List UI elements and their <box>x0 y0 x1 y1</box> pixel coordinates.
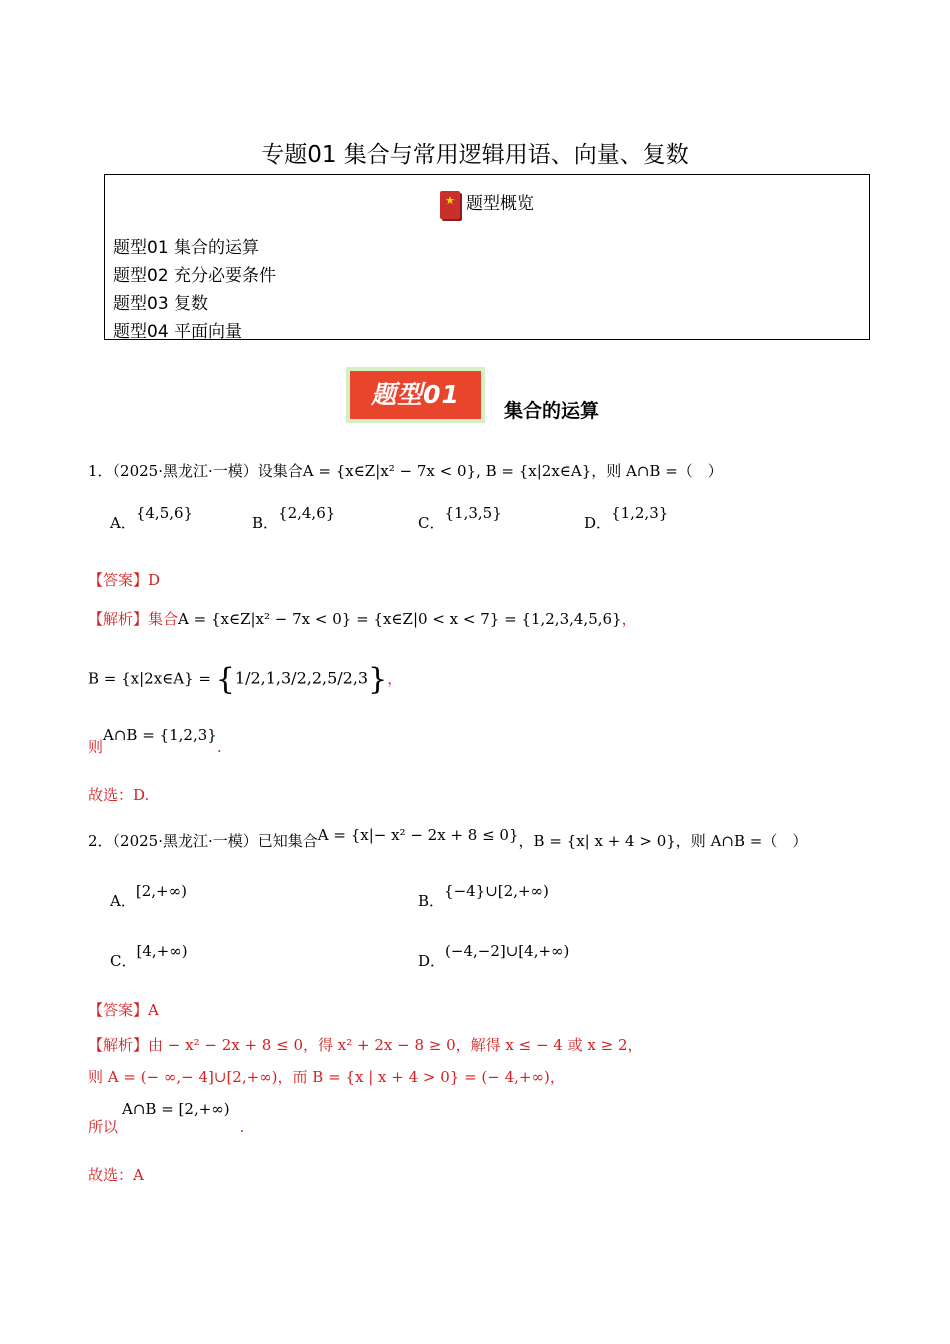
overview-item-4: 题型04 平面向量 <box>113 322 243 342</box>
overview-box <box>104 174 870 340</box>
overview-heading <box>105 189 869 219</box>
option-value: {4,5,6} <box>135 504 194 522</box>
analysis-label: 【解析】 <box>88 1036 149 1054</box>
question-2-stem <box>88 826 808 851</box>
option-value: {−4}∪[2,+∞) <box>444 882 549 900</box>
option-value: (−4,−2]∪[4,+∞) <box>445 942 570 960</box>
then-word: 则 <box>88 738 104 756</box>
option-label: A． <box>110 514 136 532</box>
separator: ， <box>518 832 534 850</box>
section-title: 集合的运算 <box>504 400 600 422</box>
analysis-formula-3: A∩B = [2,+∞) <box>122 1100 230 1118</box>
q1-analysis-line-2 <box>88 662 402 697</box>
option-label: A． <box>110 892 136 910</box>
q2-set-b: B = {x| x + 4 > 0} <box>533 832 676 850</box>
comma: ， <box>621 610 637 628</box>
q1-option-a[interactable] <box>110 504 194 533</box>
overview-heading-text: 题型概览 <box>466 194 534 214</box>
q2-set-a: A = {x|− x² − 2x + 8 ≤ 0} <box>317 826 519 844</box>
right-brace: } <box>368 662 388 697</box>
option-label: B． <box>418 892 445 910</box>
q1-ask: ，则 A∩B =（ ） <box>591 462 723 480</box>
q1-option-b[interactable] <box>252 504 336 533</box>
option-label: D． <box>584 514 612 532</box>
analysis-formula-2-left: B = {x|2x∈A} = <box>88 669 212 688</box>
answer-label: 【答案】 <box>88 571 149 589</box>
answer-value: D <box>148 571 161 589</box>
q2-prefix: 2．（2025·黑龙江·一模）已知集合 <box>88 832 318 850</box>
answer-label: 【答案】 <box>88 1001 149 1019</box>
q1-conclusion: 故选：D. <box>88 786 150 804</box>
q1-set-b: , B = {x|2x∈A} <box>476 462 592 480</box>
option-value: [2,+∞) <box>135 882 187 900</box>
analysis-formula-1: A = {x∈Z|x² − 7x < 0} = {x∈Z|0 < x < 7} = {1,2,3,4,5,6} <box>178 610 622 628</box>
q2-option-d[interactable] <box>418 942 570 971</box>
left-brace: { <box>215 662 235 697</box>
option-value: {1,3,5} <box>444 504 502 522</box>
overview-item-3: 题型03 复数 <box>113 294 209 314</box>
q1-answer <box>88 569 160 590</box>
overview-item-1: 题型01 集合的运算 <box>113 238 260 258</box>
section-badge-text: 题型01 <box>350 371 481 419</box>
q2-option-b[interactable] <box>418 882 549 911</box>
q2-analysis-line-3 <box>88 1098 245 1136</box>
comma: ， <box>387 669 403 688</box>
q2-answer <box>88 999 159 1020</box>
option-value: [4,+∞) <box>136 942 188 960</box>
q2-option-c[interactable] <box>110 942 188 971</box>
option-label: C． <box>418 514 445 532</box>
analysis-formula-1: 由 − x² − 2x + 8 ≤ 0，得 x² + 2x − 8 ≥ 0，解得 x ≤ − 4 或 x ≥ 2， <box>148 1036 643 1054</box>
page-title: 专题01 集合与常用逻辑用语、向量、复数 <box>261 142 689 168</box>
so-word: 所以 <box>88 1118 119 1136</box>
analysis-set-b-values: 1/2,1,3/2,2,5/2,3 <box>234 668 369 688</box>
period: . <box>216 738 222 756</box>
option-label: B． <box>252 514 279 532</box>
option-label: C． <box>110 952 137 970</box>
period: . <box>239 1118 245 1136</box>
analysis-lead: 集合 <box>148 610 179 628</box>
book-icon: ★ <box>440 191 460 219</box>
q2-option-a[interactable] <box>110 882 187 911</box>
section-badge <box>346 367 485 423</box>
option-label: D． <box>418 952 446 970</box>
q1-set-a: A = {x∈Z|x² − 7x < 0} <box>302 462 477 480</box>
q2-analysis-line-1 <box>88 1034 643 1055</box>
analysis-formula-2: 则 A = (− ∞,− 4]∪[2,+∞)，而 B = {x | x + 4 > 0} = (− 4,+∞)， <box>88 1068 565 1086</box>
answer-value: A <box>148 1001 159 1019</box>
q1-option-d[interactable] <box>584 504 669 533</box>
q2-conclusion: 故选：A <box>88 1166 144 1184</box>
q1-option-c[interactable] <box>418 504 502 533</box>
analysis-formula-3: A∩B = {1,2,3} <box>103 726 217 744</box>
question-1-stem <box>88 460 723 481</box>
option-value: {1,2,3} <box>611 504 669 522</box>
q1-prefix: 1．（2025·黑龙江·一模）设集合 <box>88 462 303 480</box>
q1-analysis-line-3 <box>88 724 222 756</box>
q2-ask: ，则 A∩B =（ ） <box>675 832 808 850</box>
overview-item-2: 题型02 充分必要条件 <box>113 266 277 286</box>
option-value: {2,4,6} <box>278 504 336 522</box>
analysis-label: 【解析】 <box>88 610 149 628</box>
q1-analysis-line-1 <box>88 608 637 629</box>
q2-analysis-line-2 <box>88 1066 565 1087</box>
